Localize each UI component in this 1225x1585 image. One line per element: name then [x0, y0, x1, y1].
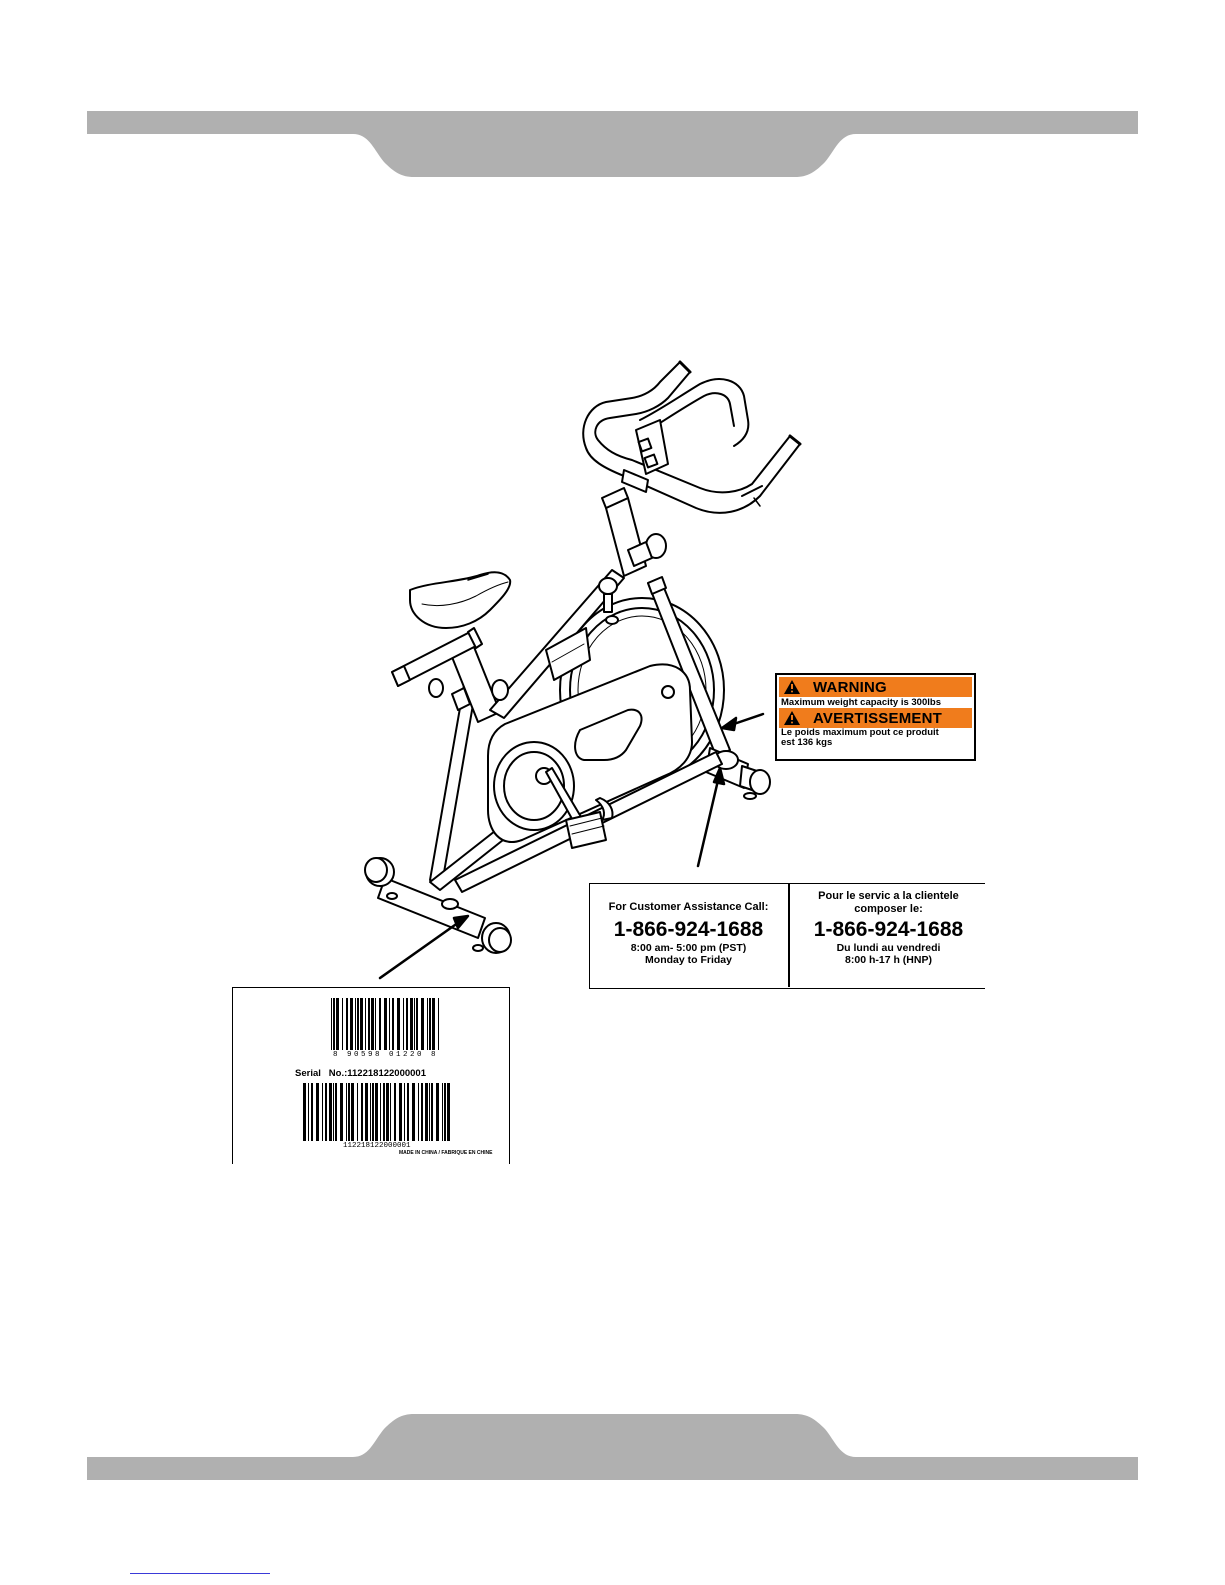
barcode-bar [429, 998, 431, 1050]
assistance-phone-fr: 1-866-924-1688 [813, 918, 964, 941]
barcode-bar [333, 1083, 334, 1141]
serial-barcode-digits: 112218122000001 [343, 1142, 411, 1150]
barcode-bar [355, 998, 356, 1050]
barcode-bar [333, 998, 335, 1050]
barcode-bar [410, 998, 413, 1050]
upc-barcode [331, 998, 443, 1050]
barcode-bar [371, 998, 374, 1050]
barcode-bar [389, 998, 390, 1050]
warning-title: WARNING [813, 678, 887, 696]
warning-text: Maximum weight capacity is 300lbs [781, 697, 941, 708]
barcode-bar [346, 1083, 347, 1141]
barcode-bar [331, 998, 332, 1050]
avertissement-text-2: est 136 kgs [781, 737, 833, 748]
assistance-hours-fr: 8:00 h-17 h (HNP) [845, 954, 932, 966]
serial-label [232, 987, 510, 1164]
barcode-bar [429, 1083, 430, 1141]
avertissement-header [779, 708, 972, 728]
barcode-bar [375, 1083, 378, 1141]
barcode-bar [390, 1083, 391, 1141]
barcode-bar [365, 1083, 368, 1141]
barcode-bar [325, 1083, 327, 1141]
barcode-bar [431, 1083, 433, 1141]
handlebars [583, 362, 800, 513]
barcode-bar [399, 1083, 402, 1141]
barcode-bar [360, 998, 363, 1050]
barcode-bar [406, 998, 408, 1050]
barcode-bar [350, 998, 353, 1050]
serial-barcode [303, 1083, 453, 1141]
barcode-bar [394, 1083, 396, 1141]
barcode-bar [432, 998, 435, 1050]
assistance-days-fr: Du lundi au vendredi [836, 942, 941, 954]
barcode-bar [370, 1083, 371, 1141]
assistance-hours: 8:00 am- 5:00 pm (PST) [630, 942, 747, 954]
assistance-heading: For Customer Assistance Call: [608, 901, 769, 913]
barcode-bar [442, 1083, 443, 1141]
barcode-bar [421, 998, 424, 1050]
assistance-english [590, 884, 787, 966]
barcode-bar [357, 998, 359, 1050]
barcode-bar [303, 1083, 306, 1141]
barcode-bar [436, 1083, 439, 1141]
assistance-phone: 1-866-924-1688 [613, 918, 764, 941]
barcode-bar [379, 998, 381, 1050]
barcode-bar [444, 1083, 446, 1141]
assistance-french [790, 884, 987, 966]
avertissement-title: AVERTISSEMENT [813, 709, 943, 727]
barcode-bar [372, 1083, 374, 1141]
barcode-bar [414, 998, 415, 1050]
warning-icon [783, 710, 801, 726]
barcode-bar [346, 998, 348, 1050]
made-in-text: MADE IN CHINA / FABRIQUE EN CHINE [399, 1150, 493, 1156]
barcode-bar [342, 998, 343, 1050]
barcode-bar [357, 1083, 358, 1141]
barcode-bar [329, 1083, 332, 1141]
customer-assistance-label [589, 883, 985, 989]
barcode-bar [361, 1083, 363, 1141]
barcode-bar [403, 998, 404, 1050]
barcode-bar [316, 1083, 319, 1141]
barcode-bar [335, 1083, 337, 1141]
barcode-bar [383, 1083, 385, 1141]
barcode-bar [412, 1083, 415, 1141]
barcode-bar [365, 998, 366, 1050]
warning-icon [783, 679, 801, 695]
assistance-heading-fr-2: composer le: [854, 903, 923, 915]
warning-label [775, 673, 976, 761]
serial-number-text: Serial No.:112218122000001 [295, 1068, 426, 1079]
barcode-bar [348, 1083, 350, 1141]
barcode-bar [386, 1083, 389, 1141]
barcode-bar [322, 1083, 323, 1141]
barcode-bar [427, 998, 428, 1050]
assistance-heading-fr-1: Pour le servic a la clientele [818, 890, 959, 902]
barcode-bar [416, 998, 418, 1050]
barcode-bar [421, 1083, 423, 1141]
warning-header [779, 677, 972, 697]
barcode-bar [308, 1083, 309, 1141]
barcode-bar [384, 998, 387, 1050]
barcode-bar [368, 998, 370, 1050]
avertissement-text-1: Le poids maximum pout ce produit [781, 727, 939, 738]
barcode-bar [407, 1083, 409, 1141]
barcode-bar [447, 1083, 450, 1141]
footer-underline [130, 1573, 270, 1574]
barcode-bar [418, 1083, 419, 1141]
barcode-bar [425, 1083, 428, 1141]
assistance-days: Monday to Friday [645, 954, 732, 966]
barcode-bar [336, 998, 339, 1050]
saddle [410, 572, 510, 628]
barcode-bar [351, 1083, 354, 1141]
barcode-bar [404, 1083, 405, 1141]
barcode-bar [375, 998, 376, 1050]
upc-digits: 8 90598 01220 8 [333, 1051, 439, 1059]
barcode-bar [340, 1083, 343, 1141]
barcode-bar [397, 998, 400, 1050]
barcode-bar [438, 998, 439, 1050]
barcode-bar [380, 1083, 381, 1141]
barcode-bar [311, 1083, 313, 1141]
barcode-bar [392, 998, 394, 1050]
